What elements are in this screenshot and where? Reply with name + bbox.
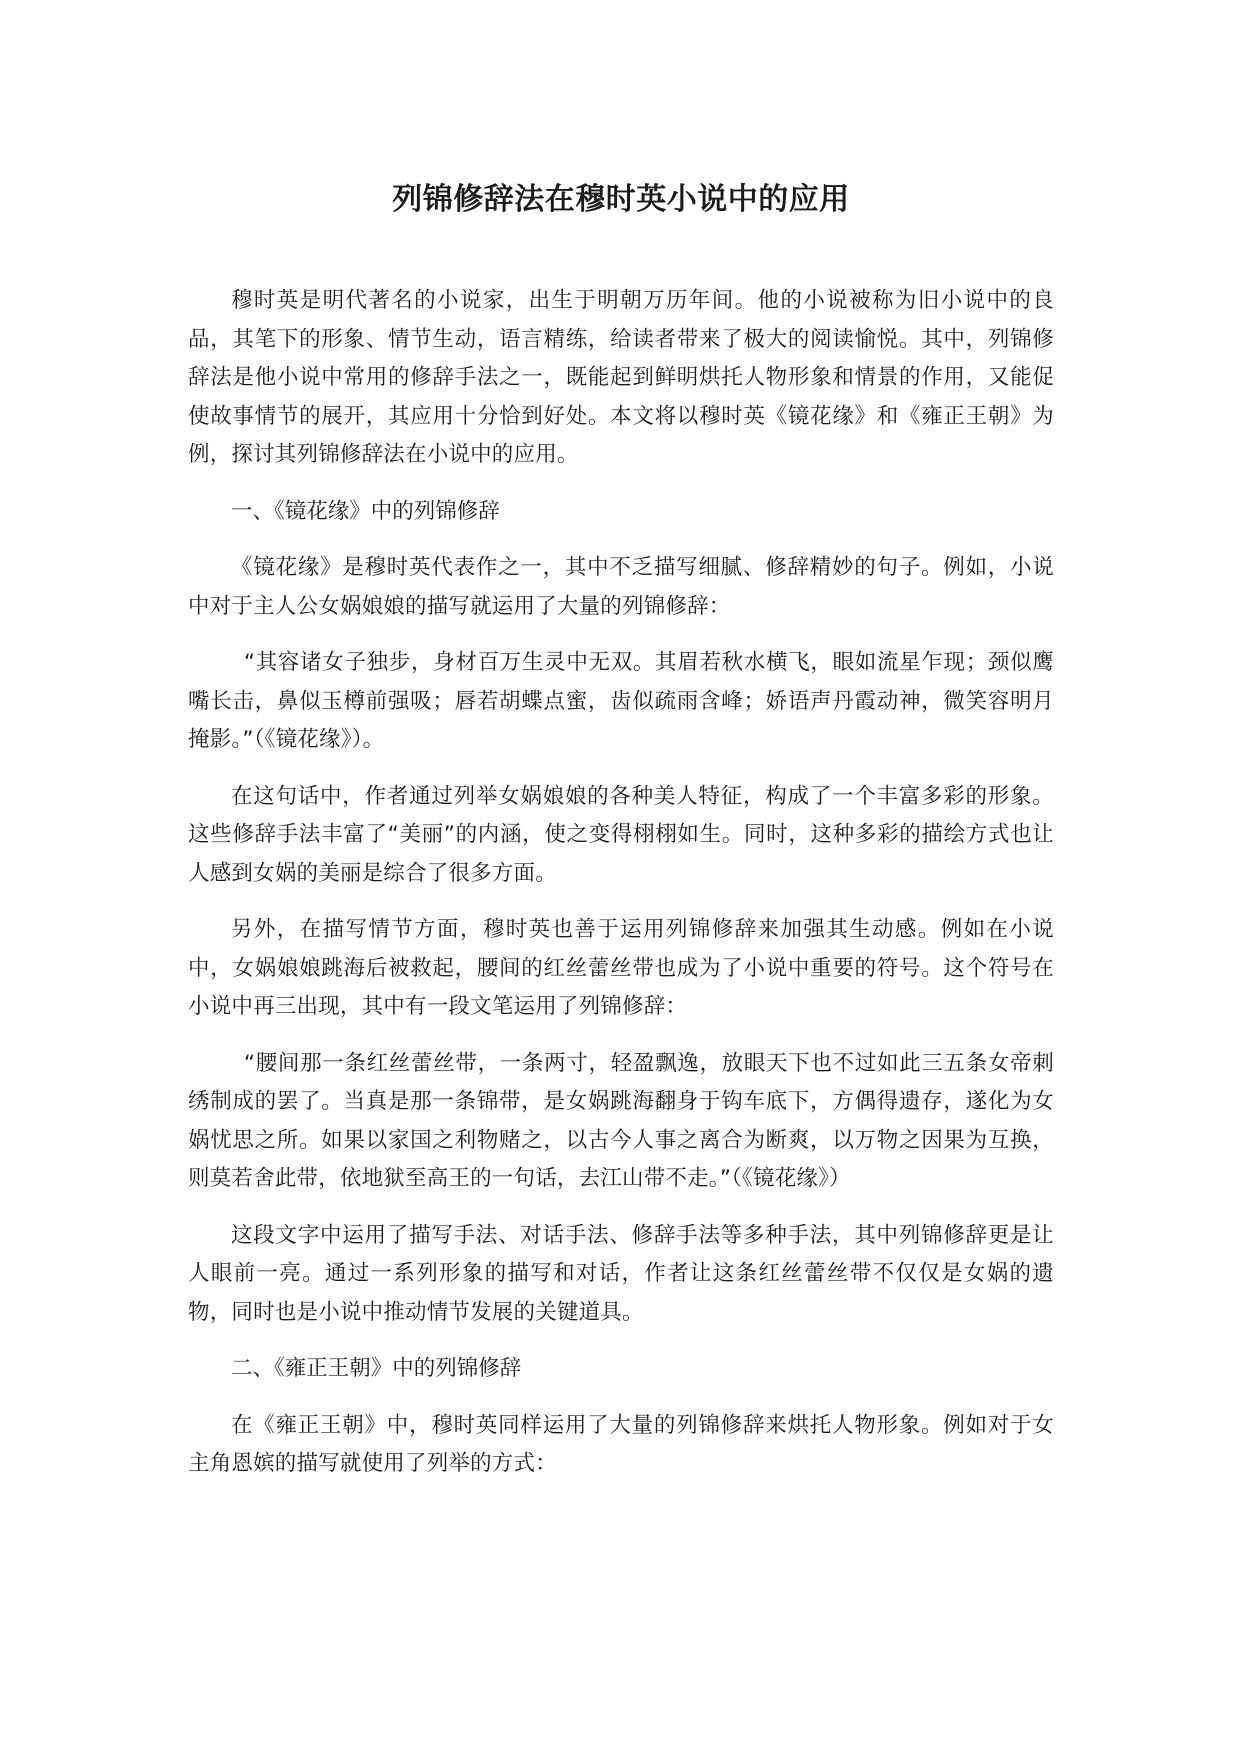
quotation: “腰间那一条红丝蕾丝带，一条两寸，轻盈飘逸，放眼天下也不过如此三五条女帝刺绣制成的罢了。当真是那一条锦带，是女娲跳海翻身于钩车底下，方偶得遗存，遂化为女娲忧思之所。如果以家国之利物赌之，以古今人事之离合为断爽，以万物之因果为互换，则莫若舍此带，依地狱至高王的一句话，去江山带不走。”（《镜花缘》） (188, 1050, 1054, 1191)
section-heading-2: 二、《雍正王朝》中的列锦修辞 (231, 1356, 522, 1381)
paragraph: 在《雍正王朝》中，穆时英同样运用了大量的列锦修辞来烘托人物形象。例如对于女主角恩嫔的描写就使用了列举的方式： (188, 1412, 1054, 1476)
paragraph: 另外，在描写情节方面，穆时英也善于运用列锦修辞来加强其生动感。例如在小说中，女娲娘娘跳海后被救起，腰间的红丝蕾丝带也成为了小说中重要的符号。这个符号在小说中再三出现，其中有一段文笔运用了列锦修辞： (188, 917, 1054, 1019)
paragraph: 在这句话中，作者通过列举女娲娘娘的各种美人特征，构成了一个丰富多彩的形象。这些修辞手法丰富了“美丽”的内涵，使之变得栩栩如生。同时，这种多彩的描绘方式也让人感到女娲的美丽是综合了很多方面。 (188, 783, 1054, 886)
paragraph: 《镜花缘》是穆时英代表作之一，其中不乏描写细腻、修辞精妙的句子。例如，小说中对于主人公女娲娘娘的描写就运用了大量的列锦修辞： (188, 555, 1054, 619)
document-title: 列锦修辞法在穆时英小说中的应用 (392, 182, 850, 217)
quotation: “其容诸女子独步，身材百万生灵中无双。其眉若秋水横飞，眼如流星乍现；颈似鹰嘴长击，鼻似玉樽前强吸；唇若胡蝶点蜜，齿似疏雨含峰；娇语声丹霞动神，微笑容明月掩影。”（《镜花缘》）。 (188, 650, 1054, 752)
paragraph: 这段文字中运用了描写手法、对话手法、修辞手法等多种手法，其中列锦修辞更是让人眼前一亮。通过一系列形象的描写和对话，作者让这条红丝蕾丝带不仅仅是女娲的遗物，同时也是小说中推动情节发展的关键道具。 (188, 1222, 1054, 1325)
paragraph-intro: 穆时英是明代著名的小说家，出生于明朝万历年间。他的小说被称为旧小说中的良品，其笔下的形象、情节生动，语言精练，给读者带来了极大的阅读愉悦。其中，列锦修辞法是他小说中常用的修辞手法之一，既能起到鲜明烘托人物形象和情景的作用，又能促使故事情节的展开，其应用十分恰到好处。本文将以穆时英《镜花缘》和《雍正王朝》为例，探讨其列锦修辞法在小说中的应用。 (188, 288, 1054, 467)
document-body (188, 282, 1054, 1502)
section-heading-1: 一、《镜花缘》中的列锦修辞 (231, 498, 500, 524)
